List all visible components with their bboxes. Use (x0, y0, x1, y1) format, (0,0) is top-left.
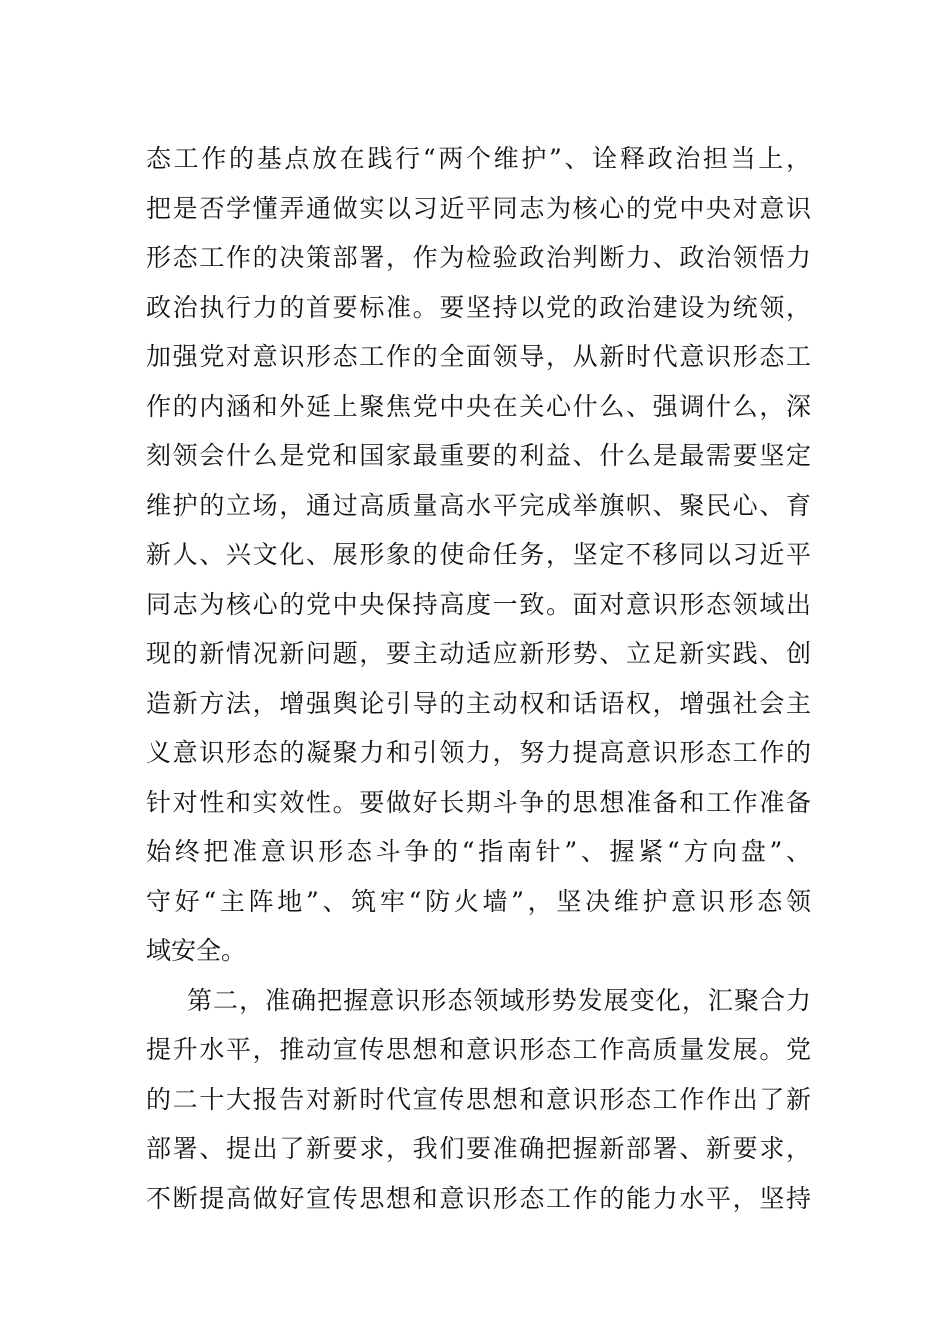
text-line: 针对性和实效性。要做好长期斗争的思想准备和工作准备 (146, 787, 811, 817)
text-line: 造新方法，增强舆论引导的主动权和话语权，增强社会主 (146, 688, 811, 718)
text-line-paragraph-end: 域安全。 (146, 936, 247, 965)
text-line: 提升水平，推动宣传思想和意识形态工作高质量发展。党 (146, 1035, 811, 1064)
text-line: 的二十大报告对新时代宣传思想和意识形态工作作出了新 (146, 1084, 811, 1114)
text-line-paragraph-start: 第二，准确把握意识形态领域形势发展变化，汇聚合力 (187, 985, 811, 1015)
text-line: 态工作的基点放在践行“两个维护”、诠释政治担当上， (146, 144, 811, 173)
text-line: 始终把准意识形态斗争的“指南针”、握紧“方向盘”、 (146, 837, 811, 866)
text-line: 守好“主阵地”、筑牢“防火墙”，坚决维护意识形态领 (146, 886, 811, 916)
text-line: 新人、兴文化、展形象的使命任务，坚定不移同以习近平 (146, 540, 811, 569)
text-line: 不断提高做好宣传思想和意识形态工作的能力水平，坚持 (146, 1183, 811, 1213)
text-line: 把是否学懂弄通做实以习近平同志为核心的党中央对意识 (146, 193, 811, 223)
text-line: 维护的立场，通过高质量高水平完成举旗帜、聚民心、育 (146, 490, 811, 520)
text-line: 加强党对意识形态工作的全面领导，从新时代意识形态工 (146, 342, 811, 371)
text-line: 部署、提出了新要求，我们要准确把握新部署、新要求， (146, 1134, 811, 1163)
text-line: 现的新情况新问题，要主动适应新形势、立足新实践、创 (146, 639, 811, 668)
text-line: 政治执行力的首要标准。要坚持以党的政治建设为统领， (146, 292, 811, 322)
text-line: 刻领会什么是党和国家最重要的利益、什么是最需要坚定 (146, 441, 811, 470)
text-line: 义意识形态的凝聚力和引领力，努力提高意识形态工作的 (146, 738, 811, 767)
text-line: 形态工作的决策部署，作为检验政治判断力、政治领悟力 (146, 243, 811, 272)
text-line: 作的内涵和外延上聚焦党中央在关心什么、强调什么，深 (146, 391, 811, 421)
body-text (146, 134, 811, 1223)
text-line: 同志为核心的党中央保持高度一致。面对意识形态领域出 (146, 589, 811, 619)
